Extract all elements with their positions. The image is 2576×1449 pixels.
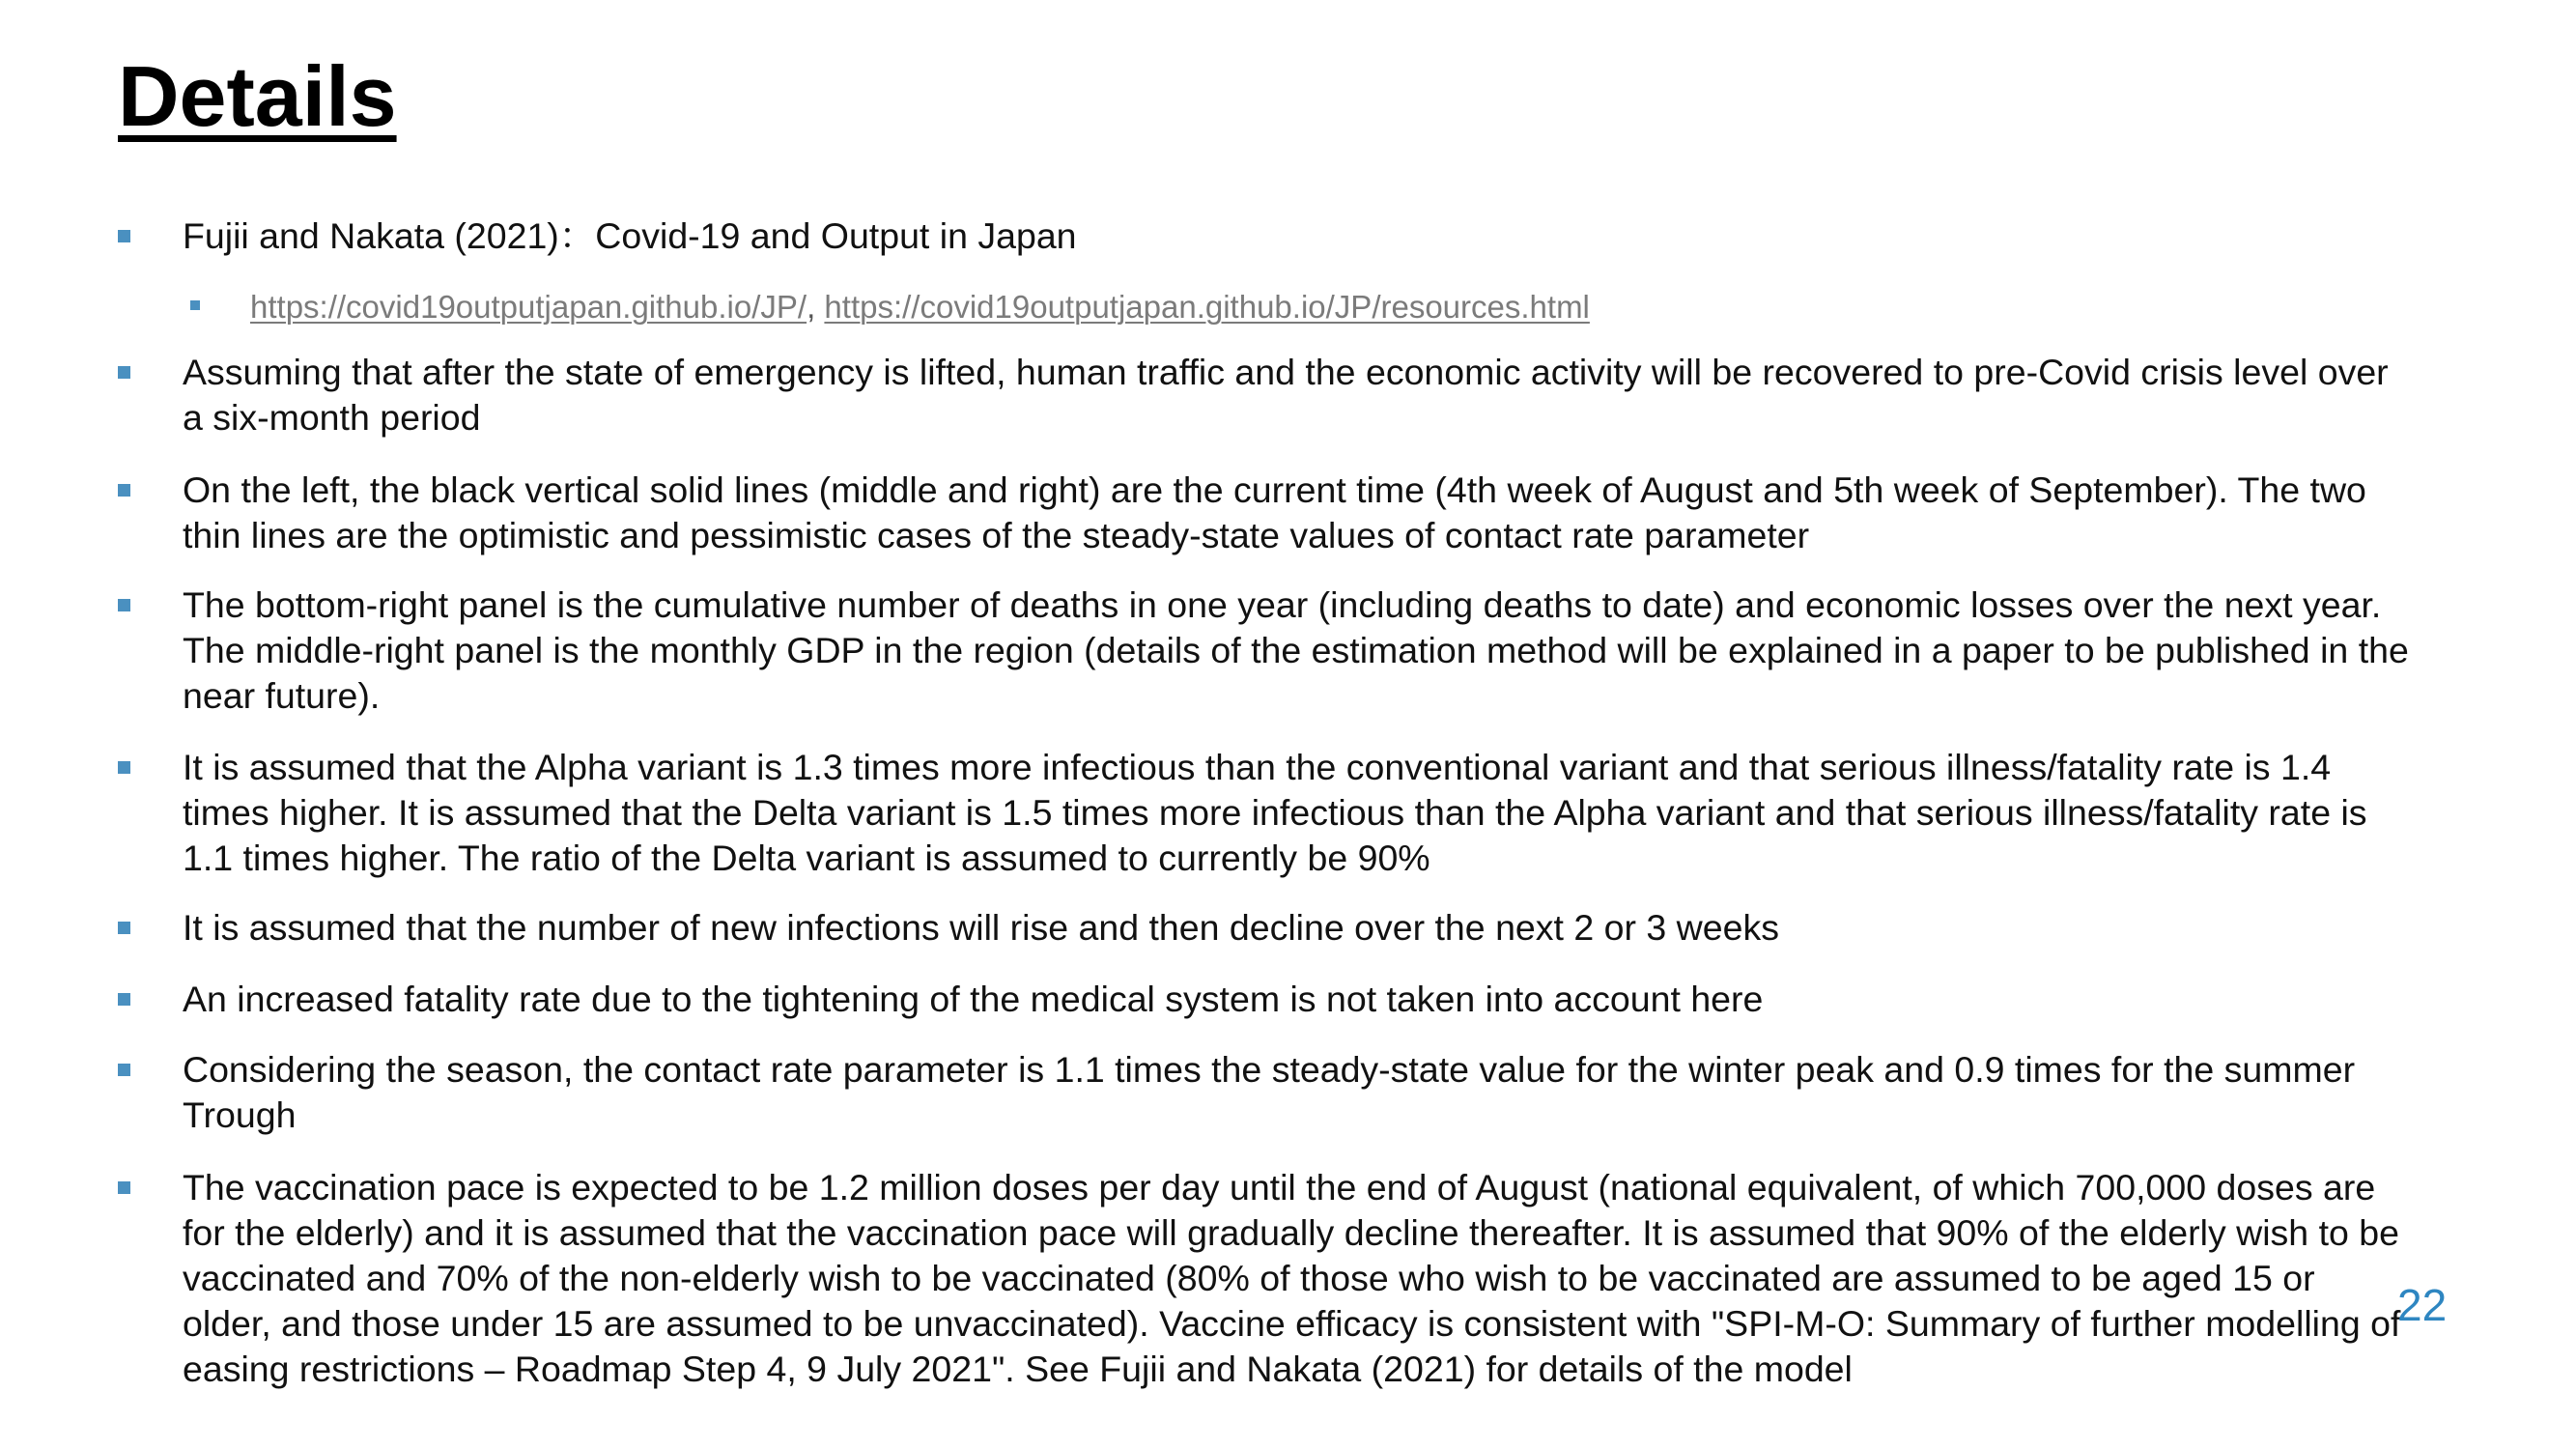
square-bullet-icon <box>118 993 130 1006</box>
square-bullet-icon <box>118 922 130 934</box>
links-line <box>250 284 2375 329</box>
square-bullet-icon <box>118 1181 130 1194</box>
bullet-text: Considering the season, the contact rate parameter is 1.1 times the steady-state value for the winter peak and 0.9 times for the summer Trough <box>183 1049 2356 1135</box>
square-bullet-icon <box>118 230 130 242</box>
page-number: 22 <box>2397 1280 2448 1330</box>
bullet-text: The bottom-right panel is the cumulative number of deaths in one year (including deaths to date) and economic losses over the next year. The middle-right panel is the monthly GDP in the region (details of the estimation method will be explained in a paper to be published in the near future). <box>183 584 2409 716</box>
bullet-text: It is assumed that the Alpha variant is 1.3 times more infectious than the conventional variant and that serious illness/fatality rate is 1.4 times higher. It is assumed that the Delta variant is 1.5 times more infectious than the Alpha variant and that serious illness/fatality rate is 1.1 times higher. The ratio of the Delta variant is assumed to currently be 90% <box>183 747 2367 878</box>
link-separator: , <box>807 289 825 325</box>
bullet-text: It is assumed that the number of new infections will rise and then decline over the next 2 or 3 weeks <box>183 907 1779 948</box>
square-bullet-icon <box>190 300 200 310</box>
square-bullet-icon <box>118 761 130 774</box>
slide-title: Details <box>118 48 397 144</box>
bullet-text: On the left, the black vertical solid lines (middle and right) are the current time (4th week of August and 5th week of September). The two thin lines are the optimistic and pessimistic cases of the steady-state values of contact rate parameter <box>183 469 2366 555</box>
resources-link[interactable]: https://covid19outputjapan.github.io/JP/resources.html <box>824 289 1590 325</box>
bullet-text: An increased fatality rate due to the tightening of the medical system is not taken into account here <box>183 979 1764 1019</box>
square-bullet-icon <box>118 366 130 379</box>
bullet-text: The vaccination pace is expected to be 1.2 million doses per day until the end of August (national equivalent, of which 700,000 doses are for the elderly) and it is assumed that the vaccination pace will gradually decline thereafter. It is assumed that 90% of the elderly wish to be vaccinated and 70% of the non-elderly wish to be vaccinated (80% of those who wish to be vaccinated are assumed to be aged 15 or older, and those under 15 are assumed to be unvaccinated). Vaccine efficacy is consistent with "SPI-M-O: Summary of further modelling of easing restrictions – Roadmap Step 4, 9 July 2021". See Fujii and Nakata (2021) for details of the model <box>183 1167 2401 1389</box>
github-jp-link[interactable]: https://covid19outputjapan.github.io/JP/ <box>250 289 807 325</box>
square-bullet-icon <box>118 1064 130 1076</box>
bullet-text: Assuming that after the state of emergency is lifted, human traffic and the economic activity will be recovered to pre-Covid crisis level over a six-month period <box>183 352 2389 438</box>
square-bullet-icon <box>118 484 130 497</box>
square-bullet-icon <box>118 599 130 611</box>
bullet-text: Fujii and Nakata (2021)：Covid-19 and Output in Japan <box>183 215 1077 256</box>
